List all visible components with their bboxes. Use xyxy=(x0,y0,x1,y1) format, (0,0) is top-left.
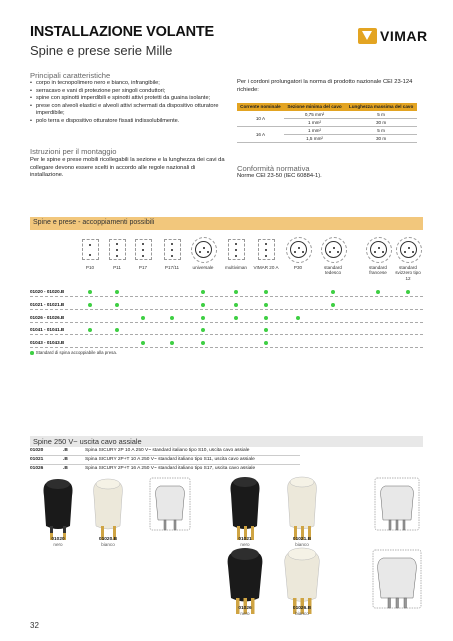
table-cell: 1,5 mm² xyxy=(284,134,345,142)
row-divider xyxy=(30,309,423,310)
socket-pin xyxy=(171,255,173,257)
caption-color: bianco xyxy=(295,542,309,547)
caption-code: 01026 xyxy=(238,606,252,611)
matrix-row-code: 01021 - 01021.B xyxy=(30,302,65,307)
table-cell: 30 m xyxy=(345,118,417,126)
compatibility-dot xyxy=(88,290,92,294)
compatibility-dot xyxy=(406,290,410,294)
conformity-text: Norme CEI 23-50 (IEC 60884-1). xyxy=(237,173,322,179)
socket-pin xyxy=(116,255,118,257)
table-cell: 10 A xyxy=(237,111,284,126)
product-row xyxy=(30,466,255,471)
caption-color: bianco xyxy=(295,611,309,616)
compatibility-dot xyxy=(115,290,119,294)
socket-pin xyxy=(265,249,267,251)
compatibility-dot xyxy=(264,341,268,345)
caption-color: nero xyxy=(240,542,250,547)
caption-code: 01026.B xyxy=(292,606,312,611)
compatibility-dot xyxy=(201,290,205,294)
socket-ring xyxy=(195,241,212,258)
divider xyxy=(30,464,300,465)
socket-pin xyxy=(116,243,118,245)
row-divider xyxy=(30,347,423,348)
product-code: 01021 xyxy=(30,457,44,462)
row-divider xyxy=(30,322,423,323)
socket-column-label: P30 xyxy=(293,265,303,270)
product-images xyxy=(30,474,425,624)
table-cell: 1 mm² xyxy=(284,118,345,126)
page-subtitle: Spine e prese serie Mille xyxy=(30,43,173,58)
socket-pin xyxy=(142,255,144,257)
features-heading: Principali caratteristiche xyxy=(30,71,111,80)
socket-ring xyxy=(370,241,387,258)
socket-pin xyxy=(142,249,144,251)
socket-column-label: VIMAR 20 A xyxy=(253,265,279,270)
socket-pin xyxy=(235,249,237,251)
socket-ring xyxy=(325,241,342,258)
socket-pin xyxy=(89,244,91,246)
legend-text: Standard di spina accoppiabile alla presa. xyxy=(35,350,118,355)
caption-01020 xyxy=(38,537,78,547)
caption-color: nero xyxy=(53,542,63,547)
socket-pin xyxy=(235,255,237,257)
compatibility-dot xyxy=(234,303,238,307)
divider xyxy=(30,455,300,456)
socket-icon xyxy=(321,237,347,263)
brand-logo xyxy=(358,28,428,44)
table-header: Sezione minima del cavo xyxy=(284,103,345,111)
socket-icon xyxy=(135,239,152,260)
caption-01021 xyxy=(225,537,265,547)
brand-name: VIMAR xyxy=(380,28,428,44)
plug-01026-image xyxy=(228,548,263,614)
row-divider xyxy=(30,334,423,335)
plug-01026B-image xyxy=(285,548,320,614)
socket-pin xyxy=(265,243,267,245)
plug-01020-image xyxy=(44,479,73,540)
conformity-heading: Conformità normativa xyxy=(237,164,310,173)
caption-01021B xyxy=(282,537,322,547)
socket-ring xyxy=(400,241,417,258)
compatibility-dot xyxy=(264,316,268,320)
table-header: Lunghezza massima del cavo xyxy=(345,103,417,111)
socket-column-label: standard tedesco xyxy=(324,265,342,276)
feature-item: • serracavo e vani di protezione per singoli conduttori; xyxy=(30,88,226,96)
product-desc: Spina SICURY 2P 10 A 250 V~ standard italiano tipo S10, uscita cavo assiale xyxy=(85,448,250,453)
socket-column-label: standard svizzero tipo 12 xyxy=(395,265,421,281)
socket-icon xyxy=(228,239,245,260)
mounting-text: Per le spine e prese mobili ricollegabili la sezione e la lunghezza dei cavi da collegare devono essere scelti in accordo alle regole nazionali di installazione. xyxy=(30,157,225,179)
product-variant: .B xyxy=(63,448,68,453)
socket-icon xyxy=(109,239,126,260)
socket-icon xyxy=(366,237,392,263)
socket-column-label: P11 xyxy=(113,265,121,270)
caption-color: nero xyxy=(240,611,250,616)
matrix-title: Spine e prese - accoppiamenti possibili xyxy=(33,219,155,226)
socket-pin xyxy=(235,243,237,245)
caption-code: 01021 xyxy=(238,537,252,542)
product-code: 01020 xyxy=(30,448,44,453)
matrix-row-code: 01043 - 01043.B xyxy=(30,340,65,345)
compatibility-dot xyxy=(201,316,205,320)
compatibility-dot xyxy=(264,303,268,307)
socket-icon xyxy=(164,239,181,260)
compatibility-dot xyxy=(170,341,174,345)
compatibility-dot xyxy=(331,303,335,307)
socket-column-label: multiviman xyxy=(225,265,247,270)
product-desc: Spina SICURY 2P+T 16 A 250 V~ standard italiano tipo S17, uscita cavo assiale xyxy=(85,466,256,471)
feature-item: • prese con alveoli elastici e alveoli attivi schermati da dispositivo otturatore imperdibile; xyxy=(30,103,226,118)
compatibility-dot xyxy=(234,316,238,320)
products-title: Spine 250 V~ uscita cavo assiale xyxy=(33,437,142,446)
row-divider xyxy=(30,296,423,297)
compatibility-dot xyxy=(115,328,119,332)
caption-color: bianco xyxy=(101,542,115,547)
table-cell: 5 m xyxy=(345,126,417,134)
plug-01021-drawing xyxy=(375,478,419,530)
socket-pin xyxy=(116,249,118,251)
compatibility-dot xyxy=(264,328,268,332)
table-cell: 16 A xyxy=(237,126,284,142)
matrix-row-code: 01041 - 01041.B xyxy=(30,327,65,332)
matrix-row-code: 01026 - 01026.B xyxy=(30,315,65,320)
plug-01021B-image xyxy=(288,477,317,540)
compatibility-dot xyxy=(88,303,92,307)
extension-text: Per i cordoni prolungatori la norma di prodotto nazionale CEI 23-124 richiede: xyxy=(237,79,413,93)
product-row xyxy=(30,448,249,453)
socket-pin xyxy=(89,254,91,256)
compatibility-dot xyxy=(201,328,205,332)
compatibility-dot xyxy=(296,316,300,320)
compatibility-dot xyxy=(234,290,238,294)
socket-icon xyxy=(396,237,422,263)
caption-code: 01020 xyxy=(51,537,65,542)
page-title: INSTALLAZIONE VOLANTE xyxy=(30,24,215,40)
socket-column-label: universale xyxy=(192,265,214,270)
socket-icon xyxy=(191,237,217,263)
caption-code: 01020.B xyxy=(98,537,118,542)
compatibility-dot xyxy=(141,316,145,320)
socket-icon xyxy=(286,237,312,263)
product-code: 01026 xyxy=(30,466,44,471)
plug-01020-drawing xyxy=(150,478,190,530)
matrix-row-code: 01020 - 01020.B xyxy=(30,289,65,294)
socket-column-label: standard francese xyxy=(369,265,387,276)
compatibility-dot xyxy=(376,290,380,294)
socket-icon xyxy=(82,239,99,260)
matrix-legend xyxy=(30,350,117,355)
plug-01020B-image xyxy=(94,479,123,540)
socket-pin xyxy=(171,249,173,251)
socket-column-label: P17 xyxy=(138,265,148,270)
feature-item: • corpo in tecnopolimero nero e bianco, infrangibile; xyxy=(30,80,226,88)
product-desc: Spina SICURY 2P+T 10 A 250 V~ standard italiano tipo S11, uscita cavo assiale xyxy=(85,457,255,462)
product-variant: .B xyxy=(63,466,68,471)
table-cell: 1 mm² xyxy=(284,126,345,134)
cable-spec-table xyxy=(237,103,417,143)
caption-01026 xyxy=(225,606,265,616)
table-cell: 0,75 mm² xyxy=(284,111,345,118)
caption-01020B xyxy=(88,537,128,547)
plug-01026-drawing xyxy=(373,550,421,608)
socket-column-label: P17/11 xyxy=(164,265,180,270)
product-variant: .B xyxy=(63,457,68,462)
compatibility-dot xyxy=(88,328,92,332)
compatibility-dot xyxy=(201,303,205,307)
socket-pin xyxy=(265,255,267,257)
compatibility-dot xyxy=(264,290,268,294)
mounting-heading: Istruzioni per il montaggio xyxy=(30,147,117,156)
socket-ring xyxy=(290,241,307,258)
compatibility-dot xyxy=(141,341,145,345)
compatibility-dot xyxy=(201,341,205,345)
product-row xyxy=(30,457,255,462)
table-cell: 30 m xyxy=(345,134,417,142)
features-list xyxy=(30,80,226,126)
socket-column-label: P10 xyxy=(85,265,95,270)
compatibility-dot xyxy=(115,303,119,307)
caption-code: 01021.B xyxy=(292,537,312,542)
table-cell: 5 m xyxy=(345,111,417,118)
legend-dot-icon xyxy=(30,351,34,355)
feature-item: • spine con spinotti imperdibili e spinotti attivi protetti da guaina isolante; xyxy=(30,95,226,103)
page-number: 32 xyxy=(30,621,39,630)
compatibility-dot xyxy=(170,316,174,320)
plug-01021-image xyxy=(231,477,260,540)
table-header: Corrente nominale xyxy=(237,103,284,111)
vimar-logo-icon xyxy=(358,28,377,44)
socket-icon xyxy=(258,239,275,260)
compatibility-dot xyxy=(331,290,335,294)
feature-item: • polo terra e dispositivo otturatore fissati indissolubilmente. xyxy=(30,118,226,126)
caption-01026B xyxy=(282,606,322,616)
socket-pin xyxy=(171,243,173,245)
socket-pin xyxy=(142,243,144,245)
